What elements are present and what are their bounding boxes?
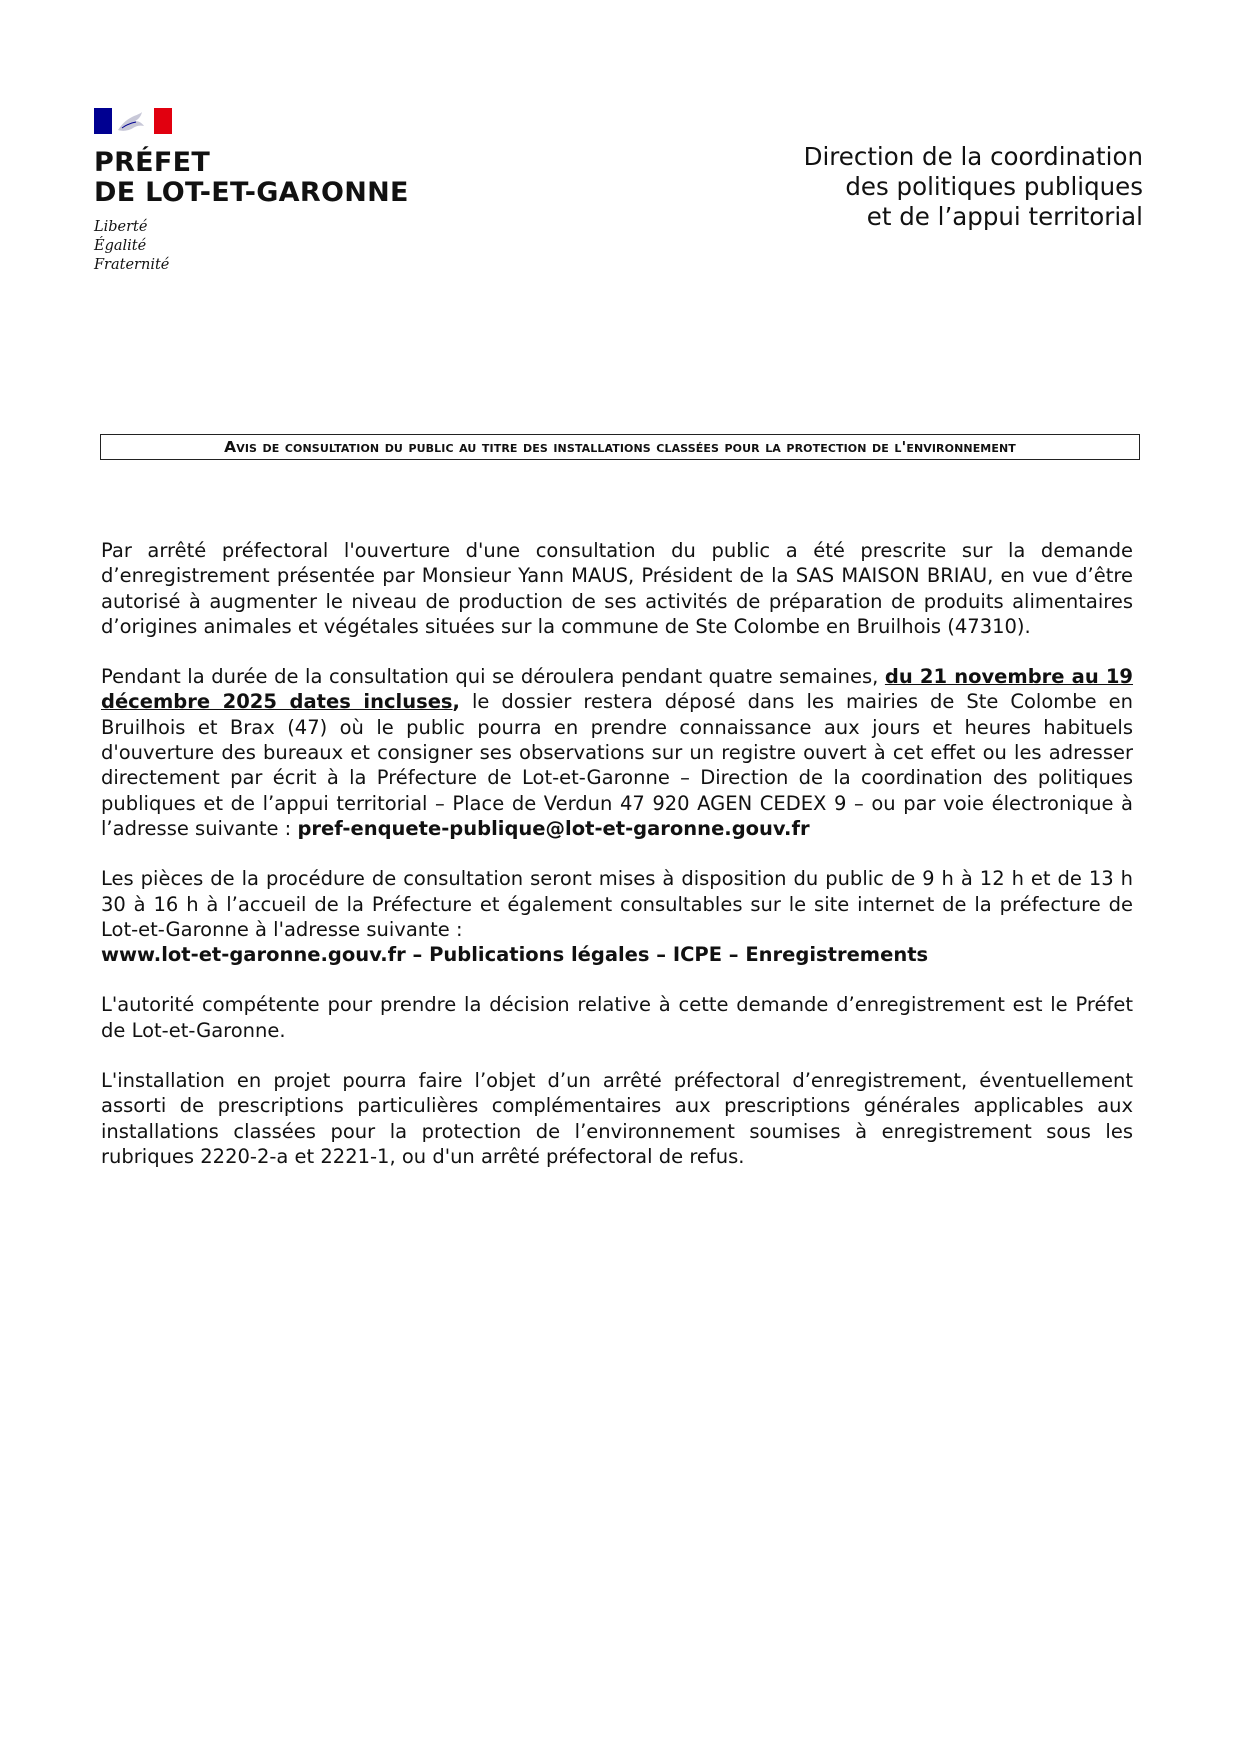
motto-liberte: Liberté — [94, 219, 148, 235]
paragraph-consultation — [101, 664, 1133, 841]
website-link[interactable]: www.lot-et-garonne.gouv.fr – Publications légales – ICPE – Enregistrements — [101, 943, 929, 967]
direction-line1: Direction de la coordination — [803, 142, 1143, 171]
org-name-line1: PRÉFET — [94, 147, 211, 178]
motto-egalite: Égalité — [94, 238, 147, 254]
motto-fraternite: Fraternité — [94, 257, 170, 273]
direction-line3: et de l’appui territorial — [866, 202, 1143, 231]
direction-line2: des politiques publiques — [845, 172, 1143, 201]
notice-title: Avis de consultation du public au titre des installations classées pour la protection de l'environnement — [224, 438, 1016, 456]
notice-body — [101, 538, 1133, 1194]
contact-email[interactable]: pref-enquete-publique@lot-et-garonne.gouv.fr — [297, 816, 810, 840]
consultation-details: le dossier restera déposé dans les mairies de Ste Colombe en Bruilhois et Brax (47) où le public pourra en prendre connaissance aux jours et heures habituels d'ouverture des bureaux et consigner ses observations sur un registre ouvert à cet effet ou les adresser directement par écrit à la Préfecture de Lot-et-Garonne – Direction de la coordination des politiques publiques et de l’appui territorial – Place de Verdun 47 920 AGEN CEDEX 9 – ou par voie électronique à l’adresse suivante : — [101, 690, 1133, 840]
paragraph-documents — [101, 866, 1133, 967]
paragraph-decision: Par arrêté préfectoral l'ouverture d'une consultation du public a été prescrite sur la demande d’enregistrement présentée par Monsieur Yann MAUS, Président de la SAS MAISON BRIAU, en vue d’être autorisé à augmenter le niveau de production de ses activités de préparation de produits alimentaires d’origines animales et végétales situées sur la commune de Ste Colombe en Bruilhois (47310). — [101, 539, 1133, 638]
marianne-emblem-icon — [94, 108, 172, 136]
consultation-dates-comma: , — [452, 690, 460, 714]
paragraph-outcome: L'installation en projet pourra faire l’objet d’un arrêté préfectoral d’enregistrement, éventuellement assorti de prescriptions particulières complémentaires aux prescriptions générales applicables aux installations classées pour la protection de l’environnement soumises à enregistrement sous les rubriques 2220-2-a et 2221-1, ou d'un arrêté préfectoral de refus. — [101, 1069, 1133, 1168]
documents-text: Les pièces de la procédure de consultation seront mises à disposition du public de 9 h à 12 h et de 13 h 30 à 16 h à l’accueil de la Préfecture et également consultables sur le site internet de la préfecture de Lot-et-Garonne à l'adresse suivante : — [101, 867, 1133, 941]
consultation-dates: du 21 novembre au 19 décembre 2025 dates incluses — [101, 665, 1133, 714]
notice-title-box — [100, 434, 1140, 460]
motto — [94, 218, 424, 275]
paragraph-authority: L'autorité compétente pour prendre la décision relative à cette demande d’enregistrement est le Préfet de Lot-et-Garonne. — [101, 993, 1133, 1042]
org-name-line2: DE LOT-ET-GARONNE — [94, 177, 409, 208]
consultation-intro: Pendant la durée de la consultation qui se déroulera pendant quatre semaines, — [101, 665, 885, 689]
org-name — [94, 148, 424, 208]
direction-header — [804, 142, 1143, 232]
prefecture-logo — [94, 108, 424, 275]
